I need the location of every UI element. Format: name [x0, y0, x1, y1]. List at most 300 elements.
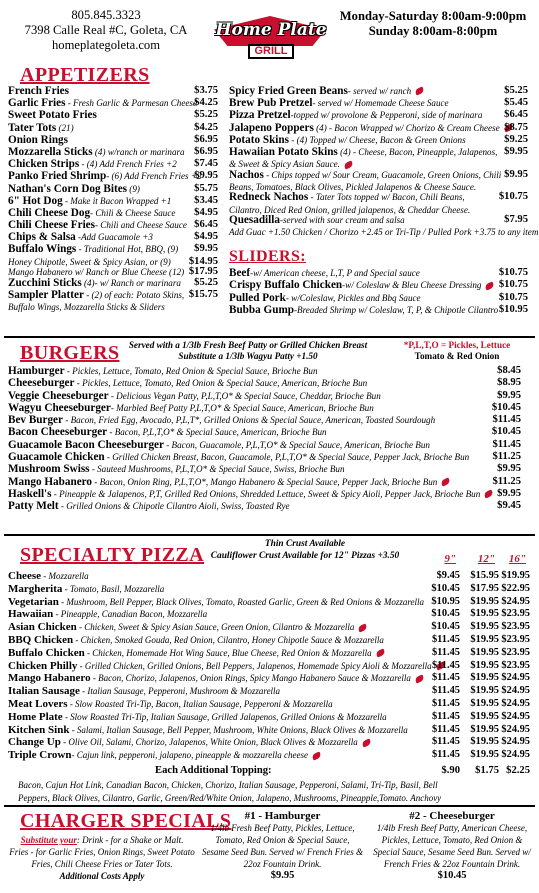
pizza-price-12: $19.95 — [470, 723, 499, 735]
item-name: Buffalo Wings — [8, 243, 77, 256]
pizza-price-9: $10.45 — [431, 608, 460, 620]
item-price: $5.75 — [194, 182, 218, 194]
pizza-name: Home Plate — [8, 710, 63, 723]
pizza-name: Vegetarian — [8, 595, 59, 608]
pizza-item — [8, 583, 531, 596]
pltо-legend — [382, 340, 532, 362]
pizza-name: Meat Lovers — [8, 697, 68, 710]
item-name: Onion Rings — [8, 133, 69, 146]
item-description: - w/Coleslaw, Pickles and Bbq Sauce — [285, 292, 421, 303]
item-description: - Pickles, Lettuce, Tomato, Red Onion & Special Sauce, Brioche Bun — [64, 366, 318, 376]
item-name: Crispy Buffalo Chicken — [229, 279, 343, 292]
item-name: Chips & Salsa — [8, 231, 76, 244]
item-price: $11.25 — [492, 451, 521, 463]
pizza-description: - Tomato, Basil, Mozzarella — [62, 583, 165, 594]
menu-item — [229, 109, 528, 121]
appetizers-right-column — [229, 85, 539, 238]
substitute-drink: : Drink - for a Shake or Malt. — [76, 835, 184, 845]
item-description: - Pineapple & Jalapenos, P,T, Grilled Red Onions, Shredded Lettuce, Sweet & Spicy Aioli, Pepper Jack, Brioche Bun — [51, 488, 481, 499]
menu-item — [8, 231, 218, 243]
item-price: $11.45 — [492, 438, 521, 450]
menu-header — [0, 0, 539, 62]
pizza-item — [8, 596, 531, 609]
item-price: $14.95 — [188, 255, 218, 267]
menu-item — [8, 85, 218, 97]
pizza-item — [8, 736, 531, 749]
menu-item — [8, 426, 521, 438]
menu-item — [229, 134, 528, 146]
pizza-description: - Salami, Italian Sausage, Bell Pepper, Mushroom, White Onions, Black Olives & Mozzarella — [69, 724, 408, 735]
topping-price-12: $1.75 — [475, 765, 499, 776]
item-name: Wagyu Cheeseburger — [8, 401, 111, 414]
pizza-item — [8, 724, 531, 737]
menu-item — [229, 169, 528, 181]
item-name: Veggie Cheeseburger — [8, 389, 109, 402]
item-price: $9.95 — [497, 463, 521, 475]
substitution-line3: Fries, Chili Cheese Fries or Tater Tots. — [31, 859, 173, 869]
pizza-description: - Bacon, Chorizo, Jalapenos, Onion Rings, Spicy Mango Habanero Sauce & Mozzarella — [90, 673, 411, 684]
hours-weekday: Monday-Saturday 8:00am-9:00pm — [339, 9, 527, 23]
divider — [4, 805, 535, 807]
menu-item — [8, 402, 521, 414]
item-price: $9.45 — [497, 500, 521, 512]
item-description: - Fresh Garlic & Parmesan Cheese — [65, 98, 197, 109]
hours-sunday: Sunday 8:00am-8:00pm — [368, 24, 498, 38]
item-price: $9.25 — [504, 133, 528, 145]
pizza-title: SPECIALTY PIZZA — [20, 544, 205, 566]
pizza-price-16: $23.95 — [501, 633, 530, 645]
charger-1-title: #1 - Hamburger — [244, 810, 321, 822]
item-name: Bev Burger — [8, 414, 63, 427]
website-link[interactable]: homeplategoleta.com — [51, 38, 161, 52]
size-header-1: 12" — [477, 553, 495, 565]
pizza-price-16: $24.95 — [501, 685, 530, 697]
menu-item — [8, 476, 521, 488]
item-price: $4.25 — [194, 97, 218, 109]
size-header-2: 16" — [508, 553, 526, 565]
pizza-description: - Cajun link, pepperoni, jalapeno, pineapple & mozzarella cheese — [71, 750, 309, 761]
item-price: $8.45 — [497, 365, 521, 376]
item-name: Mozzarella Sticks — [8, 145, 93, 158]
pizza-description: - Olive Oil, Salami, Chorizo, Jalapenos, White Onion, Black Olives & Mozzarella — [60, 737, 358, 748]
pizza-price-9: $10.95 — [431, 595, 460, 607]
pizza-name: Cheese — [8, 570, 41, 582]
item-description: Buffalo Wings, Mozzarella Sticks & Sliders — [8, 302, 165, 312]
pizza-price-16: $23.95 — [501, 646, 530, 658]
menu-item — [8, 109, 218, 121]
item-name: Patty Melt — [8, 500, 59, 513]
pizza-price-9: $10.45 — [431, 621, 460, 633]
item-description: - Pickles, Lettuce, Tomato, Red Onion & Special Sauce, American, Brioche Bun — [74, 378, 368, 389]
item-price: $6.45 — [504, 109, 528, 121]
item-name: Mango Habanero — [8, 475, 93, 488]
item-description: - Grilled Onions & Chipotle Cilantro Aioli, Swiss, Toasted Rye — [58, 501, 290, 512]
pizza-price-12: $19.95 — [470, 749, 499, 761]
chili-pepper-icon — [311, 751, 322, 760]
sliders-list — [229, 267, 528, 316]
pizza-price-16: $23.95 — [501, 659, 530, 671]
menu-item — [8, 266, 218, 277]
item-name: Tater Tots — [8, 121, 57, 134]
item-description: - Chips topped w/ Sour Cream, Guacamole, Green Onions, Chili — [263, 169, 502, 180]
item-name: Pulled Pork — [229, 291, 286, 304]
pizza-price-16: $24.95 — [501, 697, 530, 709]
pizza-size-header — [0, 553, 539, 565]
menu-item — [8, 146, 218, 158]
pizza-note-line1: Thin Crust Available — [264, 539, 346, 549]
pizza-price-12: $19.95 — [470, 621, 499, 633]
pizza-price-9: $11.45 — [431, 710, 460, 722]
divider — [4, 534, 535, 536]
item-name: Chicken Strips — [8, 158, 80, 171]
divider — [4, 336, 535, 338]
pizza-price-12: $19.95 — [470, 736, 499, 748]
additional-topping-row — [0, 764, 539, 777]
pizza-price-12: $19.95 — [470, 685, 499, 697]
menu-item — [229, 267, 528, 279]
logo-grill-label: GRILL — [248, 44, 294, 59]
chili-pepper-icon — [483, 490, 494, 499]
item-description: - Chili & Cheese Sauce — [90, 207, 176, 218]
home-plate-grill-logo — [206, 14, 336, 64]
item-description: (4)- w/ Ranch or marinara — [81, 277, 181, 288]
pizza-item — [8, 660, 531, 673]
charger-cheeseburger — [368, 810, 536, 882]
item-name: Spicy Fried Green Beans — [229, 85, 348, 97]
item-name: Guacamole Bacon Cheeseburger — [8, 438, 164, 451]
menu-item — [8, 207, 218, 219]
item-description: - (6) Add French Fries +2 — [106, 171, 202, 182]
item-name: Chili Cheese Dog — [8, 206, 91, 219]
item-name: Garlic Fries — [8, 97, 66, 110]
item-description: - Marbled Beef Patty P,L,T,O* & Special Sauce, American, Brioche Bun — [110, 402, 374, 413]
pizza-description: - Grilled Chicken, Grilled Onions, Bell Peppers, Jalapenos, Homemade Spicy Aioli & Mozzarella — [77, 660, 432, 671]
item-description: Beans, Tomatoes, Black Olives, Pickled Jalapenos & Cheese Sauce. — [229, 181, 477, 192]
pizza-price-16: $24.95 — [501, 595, 530, 607]
pizza-note-line2: Cauliflower Crust Available for 12" Pizzas +3.50 — [210, 551, 400, 561]
charger-2-line4: French Fries & 22oz Fountain Drink. — [383, 859, 521, 869]
additional-costs-note: Additional Costs Apply — [59, 871, 145, 881]
item-description: - (4) Add French Fries +2 — [79, 159, 177, 170]
item-description: & Sweet & Spicy Asian Sauce. — [229, 159, 340, 170]
item-name: Nachos — [229, 168, 264, 181]
charger-2-line1: 1/4lb Fresh Beef Patty, American Cheese, — [376, 823, 528, 833]
menu-item — [8, 414, 521, 426]
opening-hours — [333, 9, 533, 39]
item-description: (9) — [127, 183, 140, 194]
chili-pepper-icon — [414, 87, 425, 96]
topping-label: Each Additional Topping: — [155, 765, 272, 776]
pizza-name: Kitchen Sink — [8, 723, 70, 736]
item-price: $6.95 — [194, 133, 218, 145]
item-description: - served w/ ranch — [347, 86, 412, 96]
item-price: $4.95 — [194, 231, 218, 243]
pizza-price-9: $11.45 — [431, 672, 460, 684]
substitution-note — [4, 834, 200, 882]
menu-item — [8, 463, 521, 475]
chili-pepper-icon — [440, 477, 451, 486]
pizza-price-12: $19.95 — [470, 697, 499, 709]
contact-info — [6, 8, 206, 53]
item-description: - Traditional Hot, BBQ, (9) — [76, 244, 179, 255]
item-description: (21) — [56, 122, 74, 133]
menu-item — [229, 158, 528, 169]
item-name: Panko Fried Shrimp — [8, 170, 107, 183]
pizza-description: - Chicken, Sweet & Spicy Asian Sauce, Green Onion, Cilantro & Mozzarella — [76, 622, 355, 633]
item-price: $10.75 — [498, 267, 528, 278]
charger-2-price: $10.45 — [437, 870, 467, 881]
item-price: $5.25 — [194, 109, 218, 121]
pizza-name: BBQ Chicken — [8, 633, 74, 646]
item-name: Redneck Nachos — [229, 191, 309, 204]
pizza-item — [8, 621, 531, 634]
charger-1-price: $9.95 — [270, 870, 295, 881]
item-description: - Delicious Vegan Patty, P,L,T,O* & Special Sauce, Cheddar, Brioche Bun — [108, 390, 381, 401]
menu-item — [229, 226, 539, 238]
item-price: $10.75 — [498, 191, 528, 203]
pizza-name: Asian Chicken — [8, 621, 77, 634]
menu-item — [229, 97, 528, 109]
chili-pepper-icon — [357, 623, 368, 632]
item-price: $8.75 — [504, 121, 528, 133]
item-description: -Breaded Shrimp w/ Coleslaw, T, P, & Chipotle Cilantro — [293, 304, 499, 315]
pizza-description: - Chicken, Smoked Gouda, Red Onion, Cilantro, Honey Chipotle Sauce & Mozzarella — [73, 634, 384, 645]
item-name: Hawaiian Potato Skins — [229, 145, 338, 158]
pizza-item — [8, 634, 531, 647]
item-price: $9.95 — [504, 145, 528, 157]
pizza-price-9: $11.45 — [431, 697, 460, 709]
burgers-note — [118, 340, 378, 362]
pizza-price-16: $23.95 — [501, 608, 530, 620]
legend-line1: *P,L,T,O = Pickles, Lettuce — [403, 340, 511, 350]
pizza-item — [8, 570, 531, 583]
pizza-price-12: $17.95 — [470, 582, 499, 594]
pizza-price-16: $23.95 — [501, 621, 530, 633]
menu-item — [8, 256, 218, 267]
menu-item — [8, 377, 521, 389]
pizza-description: - Slow Roasted Tri-Tip, Bacon, Italian Sausage, Pepperoni & Mozzarella — [67, 698, 333, 709]
item-name: Potato Skins — [229, 133, 289, 146]
item-price: $9.95 — [194, 170, 218, 182]
item-price: $10.95 — [498, 303, 528, 315]
item-name: Bacon Cheeseburger — [8, 426, 108, 439]
topping-price-9: $.90 — [441, 765, 460, 776]
item-price: $17.95 — [188, 266, 218, 278]
item-name: Hamburger — [8, 365, 65, 377]
item-price: $9.95 — [497, 389, 521, 401]
menu-item — [8, 97, 218, 109]
menu-item — [8, 439, 521, 451]
item-price: $10.75 — [498, 279, 528, 291]
pizza-name: Change Up — [8, 736, 61, 749]
pizza-price-9: $11.45 — [431, 685, 460, 697]
item-name: Cheeseburger — [8, 377, 75, 390]
address: 7398 Calle Real #C, Goleta, CA — [24, 23, 188, 37]
burgers-list — [8, 365, 521, 513]
item-price: $6.95 — [194, 145, 218, 157]
pizza-price-12: $19.95 — [470, 710, 499, 722]
charger-1-line1: 1/4lb Fresh Beef Patty, Pickles, Lettuce, — [210, 823, 355, 833]
substitution-line1 — [4, 834, 200, 846]
item-description: - (4) Topped w/ Cheese, Bacon & Green Onions — [289, 134, 466, 145]
charger-1-line3: Sesame Seed Bun. Served w/ French Fries & — [201, 847, 364, 857]
menu-item — [229, 204, 528, 215]
item-price: $10.75 — [498, 291, 528, 303]
item-price: $4.25 — [194, 121, 218, 133]
pizza-price-16: $24.95 — [501, 723, 530, 735]
pizza-price-12: $19.95 — [470, 646, 499, 658]
item-description: - Chili and Cheese Sauce — [95, 220, 187, 231]
item-price: $15.75 — [188, 288, 218, 300]
item-name: Zucchini Sticks — [8, 276, 82, 289]
item-description: -w/ American cheese, L,T, P and Special sauce — [250, 268, 420, 278]
item-name: Nathan's Corn Dog Bites — [8, 182, 128, 195]
pizza-description: - Italian Sausage, Pepperoni, Mushroom & Mozzarella — [79, 686, 281, 697]
substitution-line2: Fries - for Garlic Fries, Onion Rings, Sweet Potato — [9, 847, 195, 857]
appetizers-left-column — [8, 85, 218, 312]
menu-item — [8, 451, 521, 463]
appetizers-section — [0, 64, 539, 336]
pizza-item — [8, 672, 531, 685]
item-description: Add Guac +1.50 Chicken / Chorizo +2.45 or Tri-Tip / Pulled Pork +3.75 to any item — [229, 227, 539, 238]
pizza-item — [8, 608, 531, 621]
pizza-name: Buffalo Chicken — [8, 646, 85, 659]
item-name: Quesadilla — [229, 214, 280, 226]
charger-2-line2: Pickles, Lettuce, Tomato, Red Onion & — [381, 835, 523, 845]
pizza-list — [8, 570, 531, 762]
menu-item — [229, 292, 528, 304]
pizza-description: - Mushroom, Bell Pepper, Black Olives, Tomato, Roasted Garlic, Green & Red Onions & Mozzarella — [58, 596, 425, 607]
phone-number[interactable]: 805.845.3323 — [71, 8, 141, 22]
item-price: $5.25 — [194, 276, 218, 288]
menu-item — [8, 365, 521, 377]
item-price: $9.95 — [194, 243, 218, 255]
item-name: Guacamole Chicken — [8, 451, 105, 464]
pizza-price-9: $11.45 — [431, 723, 460, 735]
pizza-description: - Chicken, Homemade Hot Wing Sauce, Blue Cheese, Red Onion & Mozzarella — [84, 647, 372, 658]
item-price: $4.95 — [194, 206, 218, 218]
menu-item — [8, 170, 218, 182]
item-name: 6" Hot Dog — [8, 194, 63, 207]
menu-item — [8, 122, 218, 134]
pizza-price-12: $19.95 — [470, 672, 499, 684]
item-name: Haskell's — [8, 487, 52, 500]
item-description: - (2) of each: Potato Skins, — [83, 289, 185, 300]
item-description: -topped w/ provolone & Pepperoni, side of marinara — [290, 110, 483, 121]
pizza-name: Triple Crown — [8, 749, 72, 762]
item-price: $3.45 — [194, 194, 218, 206]
topping-price-16: $2.25 — [506, 765, 530, 776]
item-description: - Bacon, Onion Ring, P,L,T,O*, Mango Habanero & Special Sauce, Pepper Jack, Brioche Bun — [92, 476, 438, 487]
item-price: $7.45 — [194, 158, 218, 170]
item-name: Sweet Potato Fries — [8, 109, 97, 122]
pizza-price-16: $24.95 — [501, 736, 530, 748]
item-description: - Bacon, Guacamole, P,L,T,O* & Special Sauce, American, Brioche Bun — [163, 439, 430, 450]
appetizers-title: APPETIZERS — [20, 64, 150, 86]
pizza-price-12: $19.95 — [470, 659, 499, 671]
menu-item — [229, 279, 528, 291]
pizza-price-9: $11.45 — [431, 749, 460, 761]
pizza-description: - Mozzarella — [41, 571, 89, 581]
menu-item — [8, 183, 218, 195]
item-price: $9.95 — [504, 168, 528, 180]
charger-1-line2: Tomato, Red Onion & Special Sauce, — [215, 835, 350, 845]
charger-2-title: #2 - Cheeseburger — [409, 810, 495, 822]
menu-item — [8, 219, 218, 231]
menu-item — [8, 134, 218, 146]
pizza-price-12: $19.95 — [470, 595, 499, 607]
item-name: Jalapeno Poppers — [229, 121, 314, 134]
pizza-name: Margherita — [8, 582, 63, 595]
pizza-price-12: $15.95 — [470, 570, 499, 581]
menu-item — [8, 243, 218, 255]
pizza-item — [8, 647, 531, 660]
item-description: (4) - Cheese, Bacon, Pineapple, Jalapenos, — [337, 146, 498, 157]
item-description: - served w/ Homemade Cheese Sauce — [312, 98, 449, 109]
menu-item — [8, 488, 521, 500]
charger-specials-section — [0, 808, 539, 893]
pizza-item — [8, 749, 531, 762]
burgers-note-line1: Served with a 1/3lb Fresh Beef Patty or Grilled Chicken Breast — [128, 340, 368, 350]
pizza-price-16: $24.95 — [501, 672, 530, 684]
pizza-name: Hawaiian — [8, 608, 54, 621]
item-description: -Add Guacamole +3 — [75, 232, 153, 243]
item-description: - Tater Tots topped w/ Bacon, Chili Beans, — [308, 192, 465, 203]
menu-item — [8, 289, 218, 301]
item-description: - Sauteed Mushrooms, P,L,T,O* & Special Sauce, Swiss, Brioche Bun — [89, 464, 345, 475]
pizza-price-9: $11.45 — [431, 736, 460, 748]
pizza-description: - Slow Roasted Tri-Tip, Italian Sausage, Grilled Jalapenos, Grilled Onions & Mozzarella — [62, 711, 387, 722]
chili-pepper-icon — [375, 649, 386, 658]
pizza-price-16: $22.95 — [501, 582, 530, 594]
item-name: French Fries — [8, 85, 69, 97]
item-description: Honey Chipotle, Sweet & Spicy Asian, or (9) — [8, 256, 171, 267]
burgers-note-line2: Substitute a 1/3lb Wagyu Patty +1.50 — [178, 351, 318, 361]
menu-item — [8, 390, 521, 402]
pizza-price-16: $24.95 — [501, 710, 530, 722]
pizza-price-9: $9.45 — [436, 570, 460, 581]
pizza-price-12: $19.95 — [470, 633, 499, 645]
charger-title: CHARGER SPECIALS — [20, 810, 232, 832]
item-name: Beef — [229, 267, 251, 279]
pizza-price-9: $11.45 — [431, 646, 460, 658]
item-price: $5.45 — [504, 97, 528, 109]
burgers-title: BURGERS — [20, 342, 120, 364]
item-description: - Bacon, P,L,T,O* & Special Sauce, American, Brioche Bun — [107, 427, 327, 438]
item-name: Brew Pub Pretzel — [229, 97, 313, 110]
topping-list-line2: Peppers, Black Olives, Cilantro, Garlic, Green/Red/White Onion, Jalapeno, Mushrooms, Pineapple,Tomato. Anchovy — [18, 793, 442, 803]
item-name: Sampler Platter — [8, 288, 84, 301]
menu-item — [8, 277, 218, 289]
item-description: -w/ Coleslaw & Bleu Cheese Dressing — [342, 280, 482, 291]
item-price: $8.95 — [497, 377, 521, 389]
item-name: Mushroom Swiss — [8, 463, 90, 476]
item-description: (4) - Bacon Wrapped w/ Chorizo & Cream Cheese — [313, 122, 500, 133]
charger-hamburger — [200, 810, 365, 882]
chili-pepper-icon — [361, 738, 372, 747]
pizza-item — [8, 698, 531, 711]
menu-item — [8, 301, 218, 312]
topping-list — [18, 779, 533, 805]
pizza-price-9: $11.45 — [431, 659, 460, 671]
item-description: Mango Habanero w/ Ranch or Blue Cheese (12) — [8, 267, 185, 278]
pizza-price-9: $11.45 — [431, 633, 460, 645]
charger-2-line3: Special Sauce, Sesame Seed Bun. Served w/ — [373, 847, 531, 857]
item-price: $7.95 — [504, 214, 528, 225]
pizza-item — [8, 711, 531, 724]
menu-item — [229, 191, 528, 203]
item-price: $6.45 — [194, 219, 218, 231]
